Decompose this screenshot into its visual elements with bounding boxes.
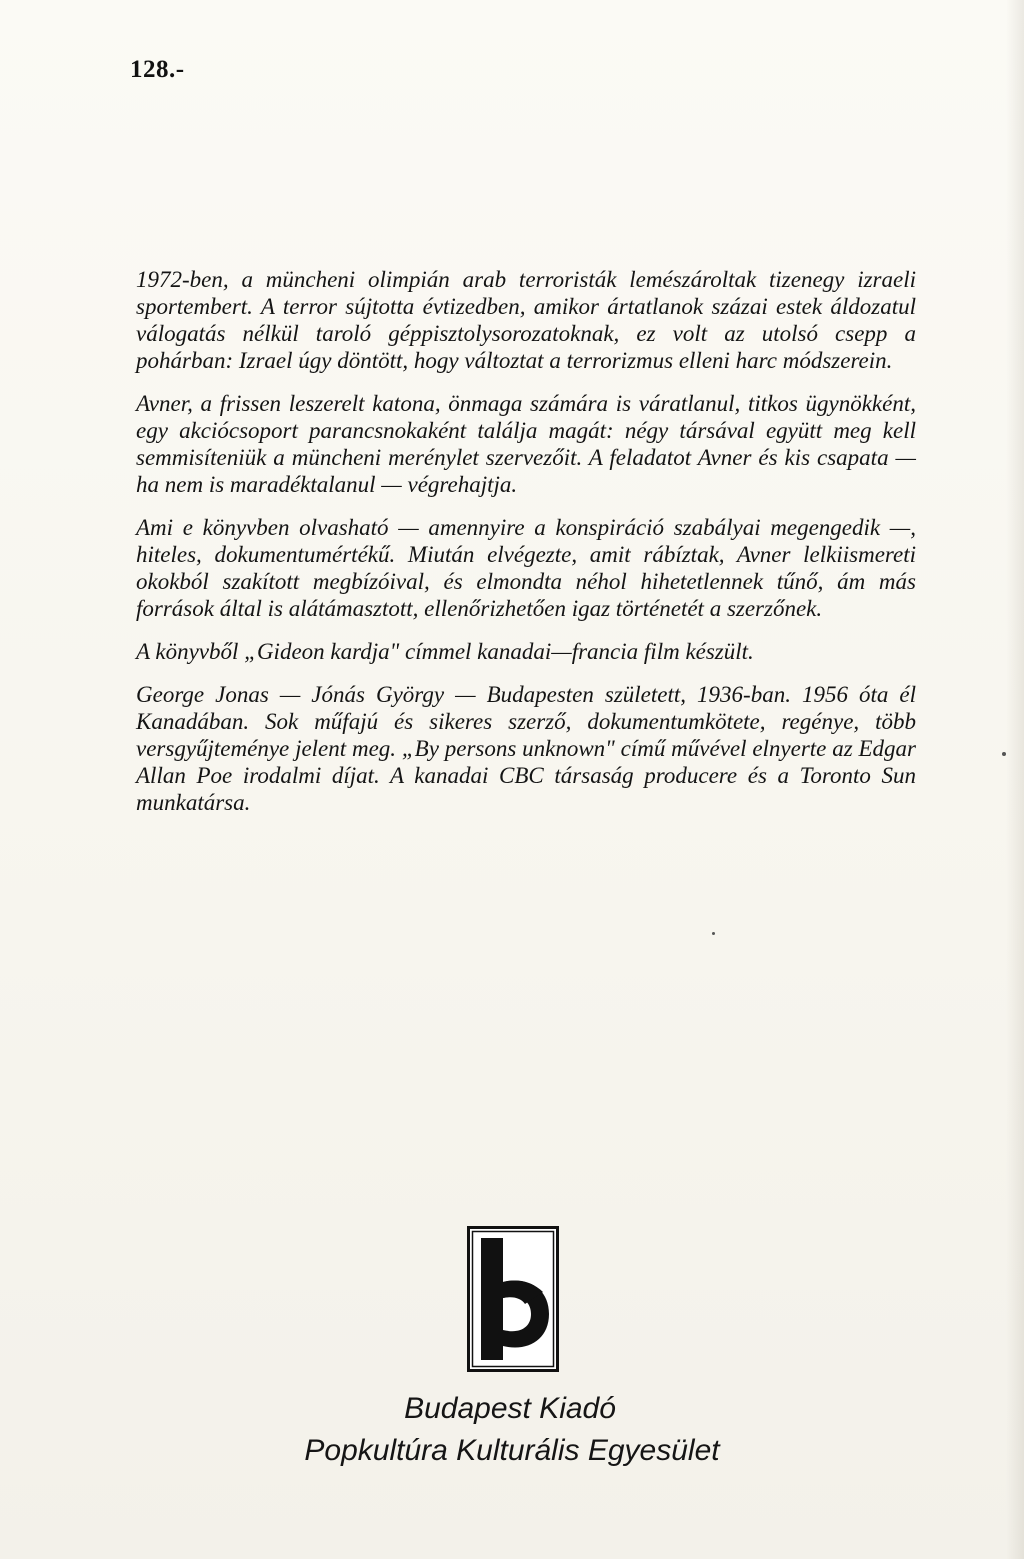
blurb-text [136, 266, 916, 832]
blurb-paragraph: A könyvből „Gideon kardja" címmel kanadai—francia film készült. [136, 639, 754, 664]
price-label: 128.- [130, 56, 185, 83]
page-edge-shadow [1006, 0, 1024, 1559]
blurb-paragraph: Avner, a frissen leszerelt katona, önmaga számára is váratlanul, titkos ügynökként, egy akciócsoport parancsnokaként találja magát: négy társával együtt meg kell semmisíteniük a müncheni merénylet szervezőit. A feladatot Avner és kis csapata — ha nem is maradéktalanul — végrehajtja. [136, 391, 916, 497]
publisher-association: Popkultúra Kulturális Egyesület [304, 1434, 720, 1467]
blurb-paragraph: 1972-ben, a müncheni olimpián arab terroristák lemészároltak tizenegy izraeli sportembert. A terror sújtotta évtizedben, amikor ártatlanok százai estek áldozatul válogatás nélkül taroló géppisztolysorozatoknak, ez volt az utolsó csepp a pohárban: Izrael úgy döntött, hogy változtat a terrorizmus elleni harc módszerein. [136, 267, 916, 373]
publisher-b-logo-icon [467, 1226, 559, 1372]
blurb-paragraph: Ami e könyvben olvasható — amennyire a konspiráció szabályai megengedik —, hiteles, dokumentumértékű. Miután elvégezte, amit rábíztak, Avner lelkiismereti okokból szakított megbízóival, és elmondta néhol hihetetlennek tűnő, ám más források által is alátámasztott, ellenőrizhetően igaz történetét a szerzőnek. [136, 515, 916, 621]
blurb-paragraph: George Jonas — Jónás György — Budapesten született, 1936-ban. 1956 óta él Kanadában. Sok műfajú és sikeres szerző, dokumentumkötete, regénye, több versgyűjteménye jelent meg. „By persons unknown" című művével elnyerte az Edgar Allan Poe irodalmi díjat. A kanadai CBC társaság producere és a Toronto Sun munkatársa. [136, 682, 916, 815]
paper-speck [1002, 752, 1006, 756]
paper-speck [712, 932, 715, 935]
publisher-name: Budapest Kiadó [404, 1392, 616, 1425]
